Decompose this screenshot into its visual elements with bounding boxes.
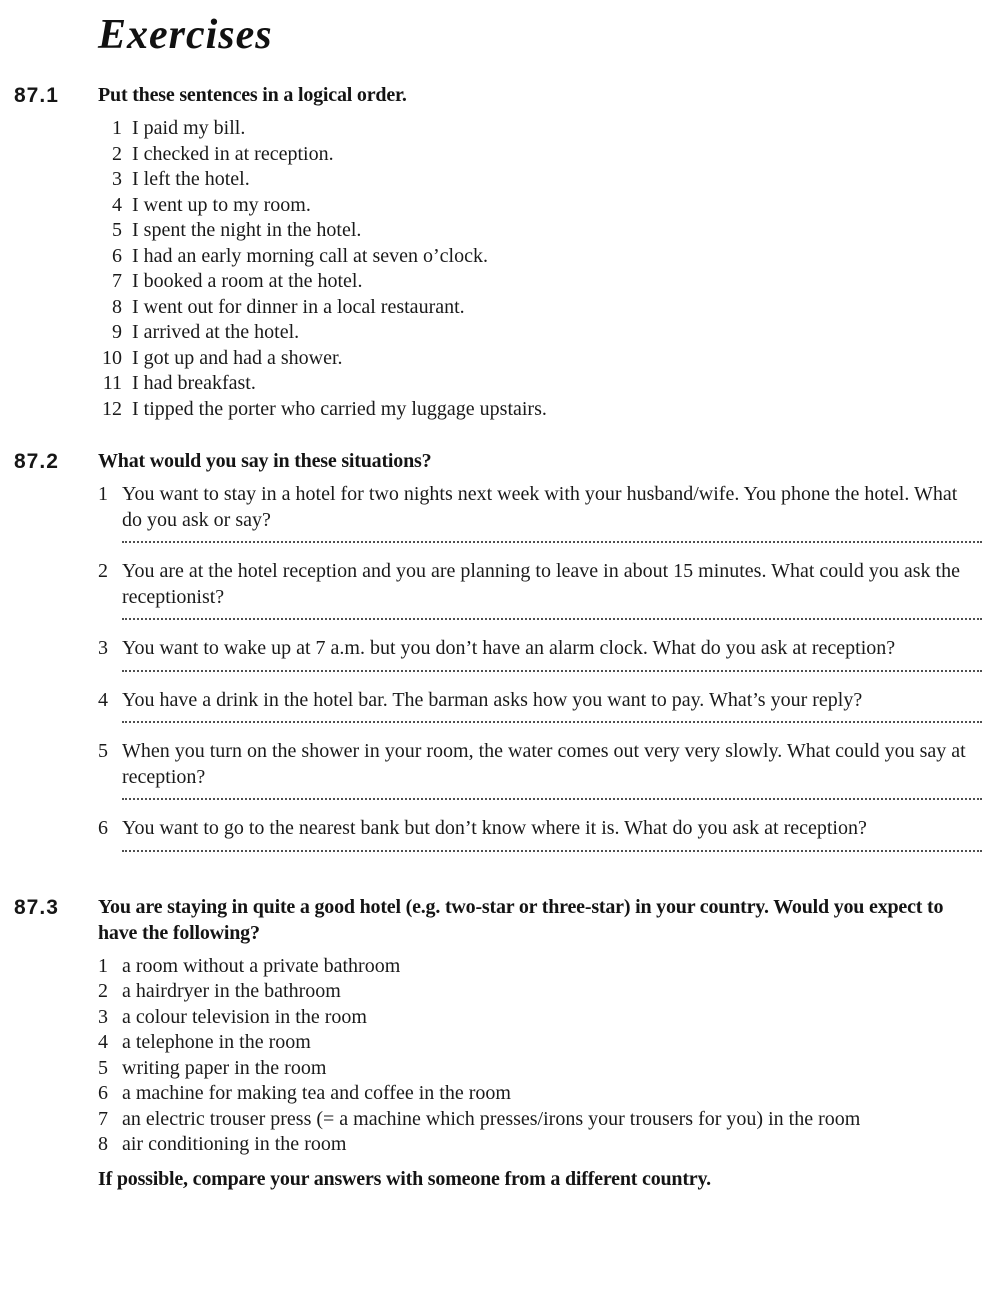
item-number: 6 <box>98 817 108 839</box>
item-text: I left the hotel. <box>132 168 250 190</box>
list-item <box>98 167 982 193</box>
list-item <box>98 218 982 244</box>
list-item <box>98 739 982 790</box>
item-text: a machine for making tea and coffee in the room <box>122 1082 511 1104</box>
item-text: an electric trouser press (= a machine which presses/irons your trousers for you) in the room <box>122 1107 861 1130</box>
item-text: I spent the night in the hotel. <box>132 219 362 241</box>
item-number: 9 <box>112 321 122 343</box>
item-text: I booked a room at the hotel. <box>132 270 363 292</box>
list-item <box>98 269 982 295</box>
item-number: 3 <box>112 168 122 190</box>
section-heading: What would you say in these situations? <box>98 450 432 472</box>
item-number: 12 <box>102 397 122 420</box>
list-item <box>98 1005 982 1031</box>
section-body <box>98 894 982 1192</box>
list-item <box>98 1081 982 1107</box>
section-number: 87.1 <box>14 84 59 107</box>
item-number: 5 <box>98 740 108 762</box>
item-text: When you turn on the shower in your room, the water comes out very very slowly. What could you say at reception? <box>122 740 966 788</box>
item-text: I went out for dinner in a local restaurant. <box>132 295 465 318</box>
list-item <box>98 979 982 1005</box>
item-text: a colour television in the room <box>122 1005 367 1028</box>
list-item <box>98 1107 982 1133</box>
item-number: 4 <box>112 193 122 216</box>
item-text: I had breakfast. <box>132 372 256 394</box>
section-number: 87.2 <box>14 450 59 473</box>
list-item <box>98 636 982 662</box>
page <box>0 8 1006 1192</box>
item-text: a telephone in the room <box>122 1031 311 1053</box>
item-text: You want to stay in a hotel for two nights next week with your husband/wife. You phone the hotel. What do you ask or say? <box>122 483 958 531</box>
item-number: 6 <box>112 244 122 267</box>
section-heading: You are staying in quite a good hotel (e.g. two-star or three-star) in your country. Would you expect to have the following? <box>98 895 944 944</box>
answer-line <box>122 541 982 543</box>
list-item <box>98 954 982 980</box>
item-number: 1 <box>98 483 108 505</box>
item-number: 7 <box>112 270 122 292</box>
item-text: a hairdryer in the bathroom <box>122 980 341 1002</box>
item-text: You are at the hotel reception and you are planning to leave in about 15 minutes. What could you ask the receptionist? <box>122 560 960 608</box>
item-list <box>98 954 982 1158</box>
item-text: You have a drink in the hotel bar. The barman asks how you want to pay. What’s your reply? <box>122 688 863 711</box>
item-text: I got up and had a shower. <box>132 346 343 369</box>
list-item <box>98 320 982 346</box>
item-number: 2 <box>98 560 108 582</box>
list-item <box>98 1030 982 1056</box>
item-text: a room without a private bathroom <box>122 954 401 977</box>
answer-line <box>122 670 982 672</box>
section-footer: If possible, compare your answers with someone from a different country. <box>98 1167 711 1190</box>
section-number: 87.3 <box>14 895 59 919</box>
list-item <box>98 371 982 397</box>
answer-line <box>122 721 982 723</box>
item-number: 4 <box>98 1031 108 1053</box>
page-title: Exercises <box>98 12 273 58</box>
item-list <box>98 482 982 852</box>
item-number: 1 <box>98 954 108 977</box>
list-item <box>98 142 982 168</box>
item-number: 5 <box>98 1056 108 1079</box>
list-item <box>98 295 982 321</box>
exercise-section <box>0 82 1006 422</box>
item-list <box>98 116 982 422</box>
section-heading: Put these sentences in a logical order. <box>98 84 407 106</box>
item-number: 7 <box>98 1107 108 1130</box>
list-item <box>98 688 982 714</box>
item-number: 8 <box>98 1133 108 1155</box>
item-number: 2 <box>98 980 108 1002</box>
item-number: 5 <box>112 219 122 241</box>
item-number: 3 <box>98 637 108 659</box>
list-item <box>98 397 982 423</box>
item-number: 3 <box>98 1005 108 1028</box>
item-text: You want to wake up at 7 a.m. but you don’t have an alarm clock. What do you ask at reception? <box>122 637 896 659</box>
item-text: I paid my bill. <box>132 117 246 139</box>
answer-line <box>122 798 982 800</box>
answer-line <box>122 618 982 620</box>
list-item <box>98 482 982 533</box>
item-text: I had an early morning call at seven o’clock. <box>132 244 488 267</box>
section-body <box>98 82 982 422</box>
item-text: air conditioning in the room <box>122 1133 347 1155</box>
list-item <box>98 193 982 219</box>
item-number: 1 <box>112 117 122 139</box>
list-item <box>98 816 982 842</box>
item-text: I checked in at reception. <box>132 142 334 165</box>
list-item <box>98 1056 982 1082</box>
exercise-section <box>0 448 1006 868</box>
item-number: 6 <box>98 1082 108 1104</box>
list-item <box>98 244 982 270</box>
item-number: 8 <box>112 295 122 318</box>
item-text: I tipped the porter who carried my luggage upstairs. <box>132 397 547 420</box>
item-text: You want to go to the nearest bank but don’t know where it is. What do you ask at reception? <box>122 817 867 839</box>
section-body <box>98 448 982 868</box>
exercise-section <box>0 894 1006 1192</box>
list-item <box>98 559 982 610</box>
item-number: 2 <box>112 142 122 165</box>
item-text: I arrived at the hotel. <box>132 321 300 343</box>
item-number: 10 <box>102 346 122 369</box>
item-text: I went up to my room. <box>132 193 311 216</box>
list-item <box>98 346 982 372</box>
item-text: writing paper in the room <box>122 1056 327 1079</box>
item-number: 4 <box>98 688 108 711</box>
sections-container <box>0 82 1006 1192</box>
list-item <box>98 1132 982 1158</box>
answer-line <box>122 850 982 852</box>
list-item <box>98 116 982 142</box>
item-number: 11 <box>102 372 122 394</box>
